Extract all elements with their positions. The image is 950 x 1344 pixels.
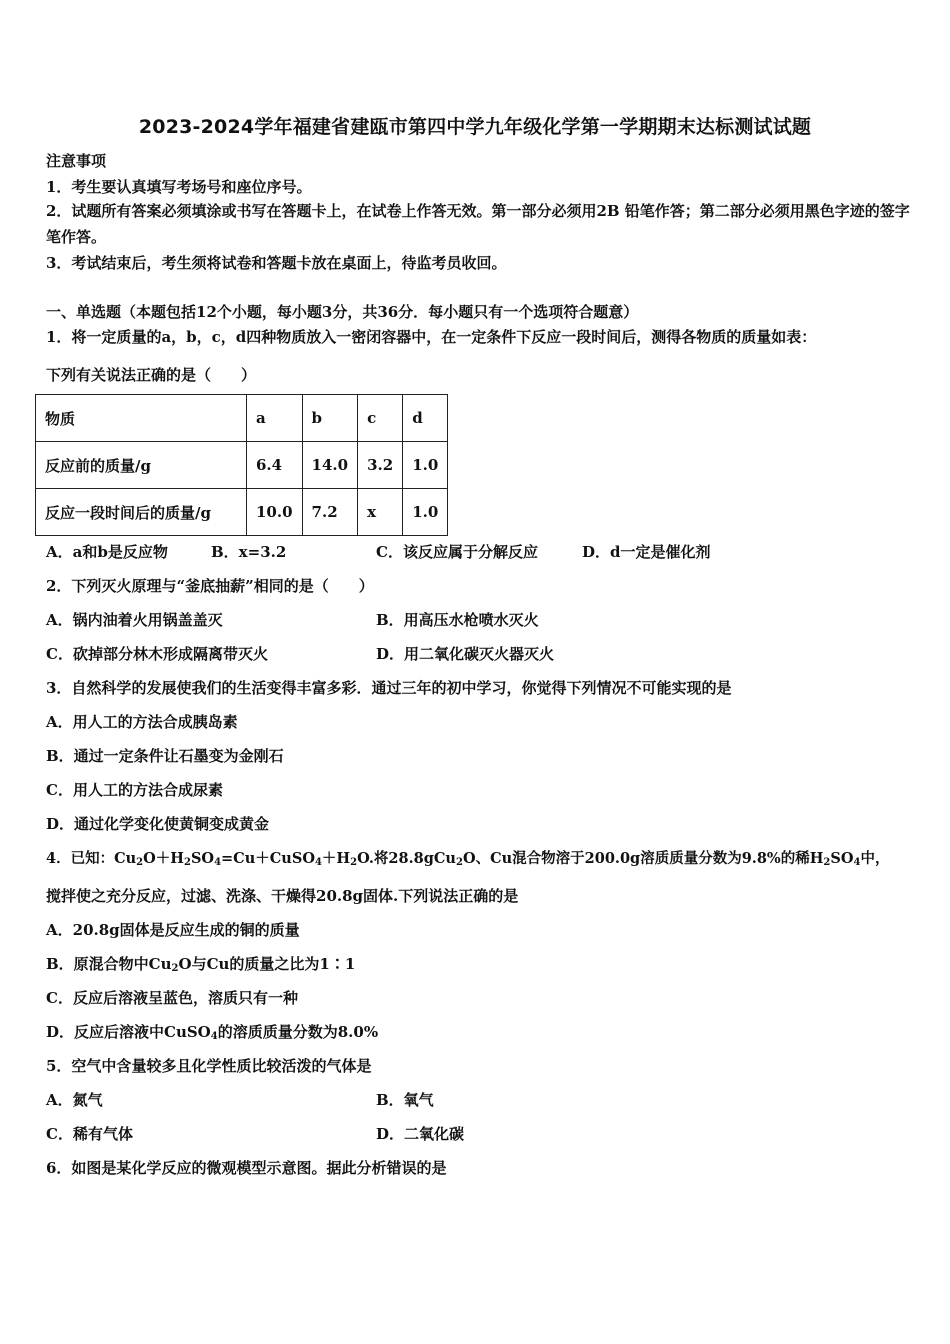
q1-option-a: A．a和b是反应物	[46, 543, 168, 561]
q4-stem-line2: 搅拌使之充分反应，过滤、洗涤、干燥得20.8g固体.下列说法正确的是	[46, 887, 519, 905]
table-cell: 14.0	[302, 442, 358, 489]
table-cell: b	[302, 395, 358, 442]
q5-option-c: C．稀有气体	[46, 1125, 133, 1143]
q2-option-d: D．用二氧化碳灭火器灭火	[376, 645, 555, 663]
table-cell: 7.2	[302, 489, 358, 536]
table-row	[36, 442, 448, 489]
table-cell: 1.0	[403, 442, 448, 489]
q5-option-b: B．氧气	[376, 1091, 434, 1109]
table-header-row	[36, 395, 448, 442]
q4-option-d: D．反应后溶液中CuSO$_4$的溶质质量分数为8.0%	[46, 1023, 379, 1042]
q5-option-d: D．二氧化碳	[376, 1125, 465, 1143]
q1-option-c: C．该反应属于分解反应	[376, 543, 538, 561]
q4-option-b: B．原混合物中$Cu_2O$与Cu的质量之比为1∶1	[46, 955, 356, 974]
notice-item-3: 3．考试结束后，考生须将试卷和答题卡放在桌面上，待监考员收回。	[46, 254, 507, 272]
q5-option-a: A．氮气	[46, 1091, 103, 1109]
table-cell: 3.2	[358, 442, 403, 489]
table-cell: a	[247, 395, 303, 442]
table-cell: 反应前的质量/g	[36, 442, 247, 489]
section-heading: 一、单选题（本题包括12个小题，每小题3分，共36分．每小题只有一个选项符合题意）	[46, 303, 639, 321]
q3-option-b: B．通过一定条件让石墨变为金刚石	[46, 747, 284, 765]
q4-option-a: A．20.8g固体是反应生成的铜的质量	[46, 921, 300, 939]
table-cell: 物质	[36, 395, 247, 442]
table-cell: 10.0	[247, 489, 303, 536]
table-cell: d	[403, 395, 448, 442]
table-cell: 反应一段时间后的质量/g	[36, 489, 247, 536]
q3-option-d: D．通过化学变化使黄铜变成黄金	[46, 815, 270, 833]
q1-prompt: 下列有关说法正确的是（ ）	[46, 366, 257, 384]
q1-stem: 1．将一定质量的a，b，c，d四种物质放入一密闭容器中，在一定条件下反应一段时间后，测得各物质的质量如表：	[46, 328, 817, 346]
q3-stem: 3．自然科学的发展使我们的生活变得丰富多彩．通过三年的初中学习，你觉得下列情况不可能实现的是	[46, 679, 732, 697]
notice-item-1: 1．考生要认真填写考场号和座位序号。	[46, 178, 312, 196]
q1-mass-table	[35, 394, 448, 536]
q2-stem: 2．下列灭火原理与“釜底抽薪”相同的是（ ）	[46, 577, 374, 595]
notice-item-2: 2．试题所有答案必须填涂或书写在答题卡上，在试卷上作答无效。第一部分必须用2B 铅笔作答；第二部分必须用黑色字迹的签字笔作答。	[46, 202, 910, 246]
exam-title: 2023-2024学年福建省建瓯市第四中学九年级化学第一学期期末达标测试试题	[138, 116, 812, 138]
q3-option-c: C．用人工的方法合成尿素	[46, 781, 223, 799]
q2-option-b: B．用高压水枪喷水灭火	[376, 611, 539, 629]
table-cell: x	[358, 489, 403, 536]
q5-stem: 5．空气中含量较多且化学性质比较活泼的气体是	[46, 1057, 372, 1075]
q6-stem: 6．如图是某化学反应的微观模型示意图。据此分析错误的是	[46, 1159, 447, 1177]
q1-option-b: B．x=3.2	[211, 543, 287, 561]
notice-heading: 注意事项	[46, 152, 107, 170]
q2-option-c: C．砍掉部分林木形成隔离带灭火	[46, 645, 268, 663]
q4-stem: 4．已知：$Cu_2O+H_2SO_4=Cu+CuSO_4+H_2O$.将28.8gCu$_2$O、Cu混合物溶于200.0g溶质质量分数为9.8%的稀$H_2SO_4$中，	[46, 850, 890, 868]
q2-option-a: A．锅内油着火用锅盖盖灭	[46, 611, 223, 629]
table-cell: 1.0	[403, 489, 448, 536]
q3-option-a: A．用人工的方法合成胰岛素	[46, 713, 238, 731]
table-cell: c	[358, 395, 403, 442]
q1-option-d: D．d一定是催化剂	[582, 543, 711, 561]
q4-option-c: C．反应后溶液呈蓝色，溶质只有一种	[46, 989, 298, 1007]
table-row	[36, 489, 448, 536]
table-cell: 6.4	[247, 442, 303, 489]
